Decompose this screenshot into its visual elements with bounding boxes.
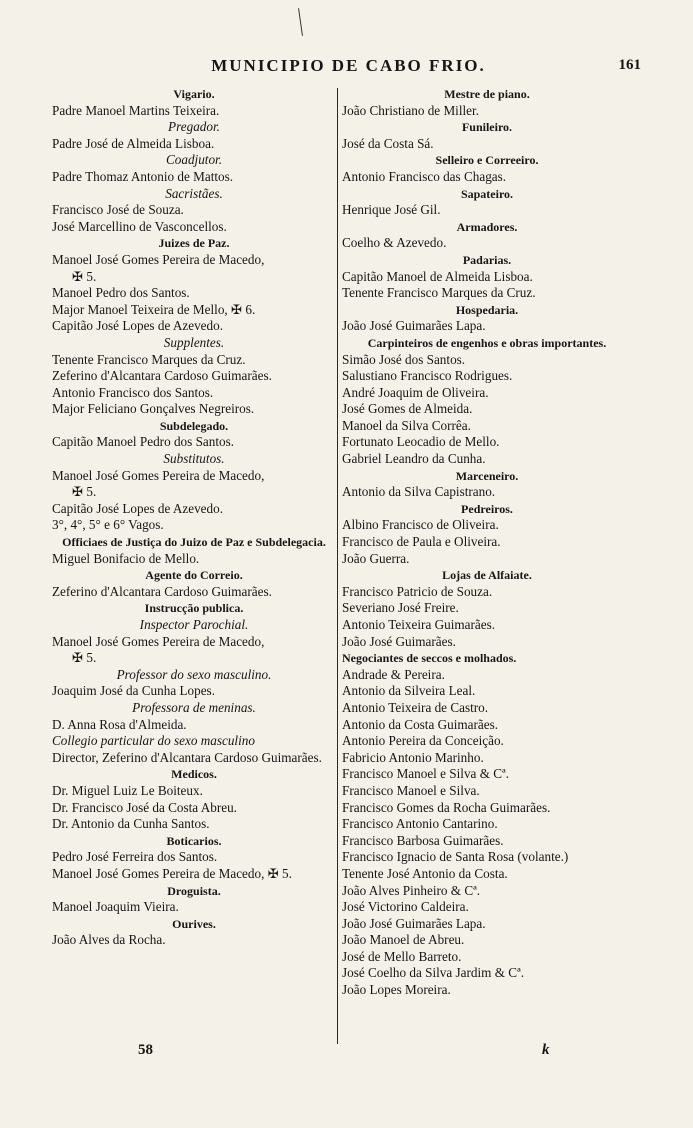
directory-entry: Capitão Manoel de Almeida Lisboa. (342, 268, 533, 284)
section-heading: Agente do Correio. (145, 568, 243, 583)
section-heading: Boticarios. (166, 833, 222, 848)
directory-entry: João José Guimarães Lapa. (342, 915, 486, 931)
left-column (52, 86, 336, 949)
directory-entry: Antonio da Costa Guimarães. (342, 716, 499, 732)
section-heading: Vigario. (173, 87, 215, 101)
subsection-heading: Collegio particular do sexo masculino (52, 733, 255, 749)
column-divider (337, 88, 338, 1044)
section-heading: Carpinteiros de engenhos e obras importantes. (367, 335, 607, 350)
directory-entry: José Coelho da Silva Jardim & Cª. (342, 965, 525, 981)
directory-entry: João Lopes Moreira. (342, 982, 451, 998)
subsection-heading: Coadjutor. (165, 152, 223, 168)
subsection-heading: Professor do sexo masculino. (116, 666, 272, 682)
directory-entry: Miguel Bonifacio de Mello. (52, 550, 200, 566)
directory-entry: Antonio Teixeira de Castro. (342, 699, 489, 715)
directory-entry: D. Anna Rosa d'Almeida. (52, 716, 187, 732)
section-heading: Hospedaria. (455, 302, 519, 317)
directory-entry: Manoel José Gomes Pereira de Macedo, (52, 633, 265, 649)
directory-entry: Severiano José Freire. (342, 600, 459, 616)
page-number: 161 (618, 57, 641, 73)
printer-mark: k (542, 1042, 550, 1058)
directory-entry: Francisco de Paula e Oliveira. (342, 534, 501, 550)
directory-entry: Francisco Patricio de Souza. (342, 583, 493, 599)
page-header (56, 56, 641, 82)
directory-entry: Antonio da Silveira Leal. (342, 683, 476, 699)
directory-entry: Antonio da Silva Capistrano. (342, 484, 496, 500)
subsection-heading: Pregador. (168, 119, 220, 135)
section-heading: Instrucção publica. (144, 601, 244, 616)
section-heading: Subdelegado. (159, 418, 229, 433)
directory-entry: João Alves da Rocha. (52, 932, 166, 948)
directory-entry: Manoel Pedro dos Santos. (52, 285, 190, 301)
directory-entry: Henrique José Gil. (342, 202, 441, 218)
section-heading: Mestre de piano. (444, 87, 530, 101)
directory-entry: Manoel José Gomes Pereira de Macedo, (52, 251, 265, 267)
directory-entry: Tenente Francisco Marques da Cruz. (52, 351, 246, 367)
page-title: MUNICIPIO DE CABO FRIO. (211, 56, 486, 75)
directory-entry: Francisco Manoel e Silva. (342, 782, 480, 798)
section-heading: Medicos. (171, 767, 217, 782)
directory-entry: João José Guimarães. (342, 633, 456, 649)
directory-entry: Padre Manoel Martins Teixeira. (52, 102, 220, 118)
directory-entry: Fortunato Leocadio de Mello. (342, 434, 500, 450)
directory-entry: Fabricio Antonio Marinho. (342, 749, 484, 765)
directory-entry: Manoel da Silva Corrêa. (342, 417, 471, 433)
directory-entry: Manoel José Gomes Pereira de Macedo, (52, 467, 265, 483)
directory-entry: José de Mello Barreto. (342, 948, 462, 964)
directory-entry: Antonio Francisco das Chagas. (342, 168, 507, 184)
directory-entry: Dr. Antonio da Cunha Santos. (52, 816, 210, 832)
directory-entry: 3°, 4°, 5° e 6° Vagos. (52, 517, 164, 533)
directory-entry: João Alves Pinheiro & Cª. (342, 882, 481, 898)
directory-entry: Antonio Francisco dos Santos. (52, 384, 214, 400)
directory-entry: Joaquim José da Cunha Lopes. (52, 683, 215, 699)
directory-entry: João Guerra. (342, 550, 410, 566)
directory-entry: Francisco Ignacio de Santa Rosa (volante.) (342, 849, 569, 865)
directory-entry: Capitão Manoel Pedro dos Santos. (52, 434, 235, 450)
margin-tick-mark (298, 8, 303, 36)
section-heading: Juizes de Paz. (158, 236, 230, 251)
section-heading: Padarias. (462, 252, 512, 267)
directory-entry: Albino Francisco de Oliveira. (342, 517, 499, 533)
subsection-heading: Sacristães. (165, 185, 223, 201)
directory-entry: Director, Zeferino d'Alcantara Cardoso Guimarães. (52, 749, 322, 765)
directory-entry: Francisco Gomes da Rocha Guimarães. (342, 799, 551, 815)
directory-entry: José Gomes de Almeida. (342, 401, 473, 417)
entry-continuation: ✠ 5. (72, 650, 97, 666)
section-heading: Officiaes de Justiça do Juizo de Paz e Subdelegacia. (62, 535, 326, 550)
signature-mark: 58 (138, 1042, 153, 1058)
directory-entry: Manoel José Gomes Pereira de Macedo, ✠ 5. (52, 865, 292, 881)
right-column (342, 86, 632, 999)
directory-entry: André Joaquim de Oliveira. (342, 384, 489, 400)
section-heading: Funileiro. (461, 120, 513, 135)
subsection-heading: Supplentes. (163, 334, 225, 350)
subsection-heading: Professora de meninas. (132, 699, 256, 715)
page-footer (52, 1042, 641, 1064)
directory-entry: Francisco José de Souza. (52, 202, 184, 218)
directory-entry: Dr. Miguel Luiz Le Boiteux. (52, 782, 203, 798)
directory-entry: Padre Thomaz Antonio de Mattos. (52, 168, 234, 184)
section-heading: Droguista. (167, 883, 221, 898)
section-heading: Sapateiro. (460, 186, 514, 201)
directory-entry: Pedro José Ferreira dos Santos. (52, 849, 218, 865)
entry-continuation: ✠ 5. (72, 484, 97, 500)
directory-entry: José Marcellino de Vasconcellos. (52, 218, 227, 234)
directory-entry: Major Feliciano Gonçalves Negreiros. (52, 401, 255, 417)
directory-entry: Capitão José Lopes de Azevedo. (52, 318, 224, 334)
directory-entry: Francisco Manoel e Silva & Cª. (342, 766, 509, 782)
entry-continuation: ✠ 5. (72, 268, 97, 284)
directory-entry: José Victorino Caldeira. (342, 899, 469, 915)
directory-entry: Gabriel Leandro da Cunha. (342, 451, 486, 467)
directory-entry: Zeferino d'Alcantara Cardoso Guimarães. (52, 368, 272, 384)
directory-entry: Salustiano Francisco Rodrigues. (342, 368, 513, 384)
subsection-heading: Substitutos. (163, 451, 225, 467)
section-heading: Negociantes de seccos e molhados. (342, 651, 517, 666)
directory-entry: José da Costa Sá. (342, 135, 434, 151)
directory-entry: Antonio Pereira da Conceição. (342, 733, 504, 749)
section-heading: Selleiro e Correeiro. (435, 153, 539, 168)
directory-entry: Capitão José Lopes de Azevedo. (52, 500, 224, 516)
section-heading: Marceneiro. (455, 468, 519, 483)
section-heading: Armadores. (456, 219, 518, 234)
directory-entry: Coelho & Azevedo. (342, 235, 447, 251)
directory-entry: Tenente José Antonio da Costa. (342, 865, 508, 881)
directory-entry: Dr. Francisco José da Costa Abreu. (52, 799, 237, 815)
directory-entry: Francisco Antonio Cantarino. (342, 816, 498, 832)
directory-entry: Tenente Francisco Marques da Cruz. (342, 285, 536, 301)
directory-entry: Simão José dos Santos. (342, 351, 466, 367)
directory-entry: Zeferino d'Alcantara Cardoso Guimarães. (52, 583, 272, 599)
subsection-heading: Inspector Parochial. (139, 617, 249, 632)
section-heading: Lojas de Alfaiate. (442, 568, 532, 583)
directory-entry: Andrade & Pereira. (342, 666, 445, 682)
directory-entry: Major Manoel Teixeira de Mello, ✠ 6. (52, 301, 256, 317)
directory-entry: Francisco Barbosa Guimarães. (342, 832, 504, 848)
section-heading: Ourives. (172, 916, 216, 931)
directory-entry: João Christiano de Miller. (342, 102, 479, 118)
directory-entry: Manoel Joaquim Vieira. (52, 899, 179, 915)
directory-entry: Antonio Teixeira Guimarães. (342, 617, 496, 632)
directory-entry: Padre José de Almeida Lisboa. (52, 135, 215, 151)
directory-entry: João José Guimarães Lapa. (342, 318, 486, 334)
section-heading: Pedreiros. (461, 501, 513, 516)
directory-entry: João Manoel de Abreu. (342, 932, 465, 948)
